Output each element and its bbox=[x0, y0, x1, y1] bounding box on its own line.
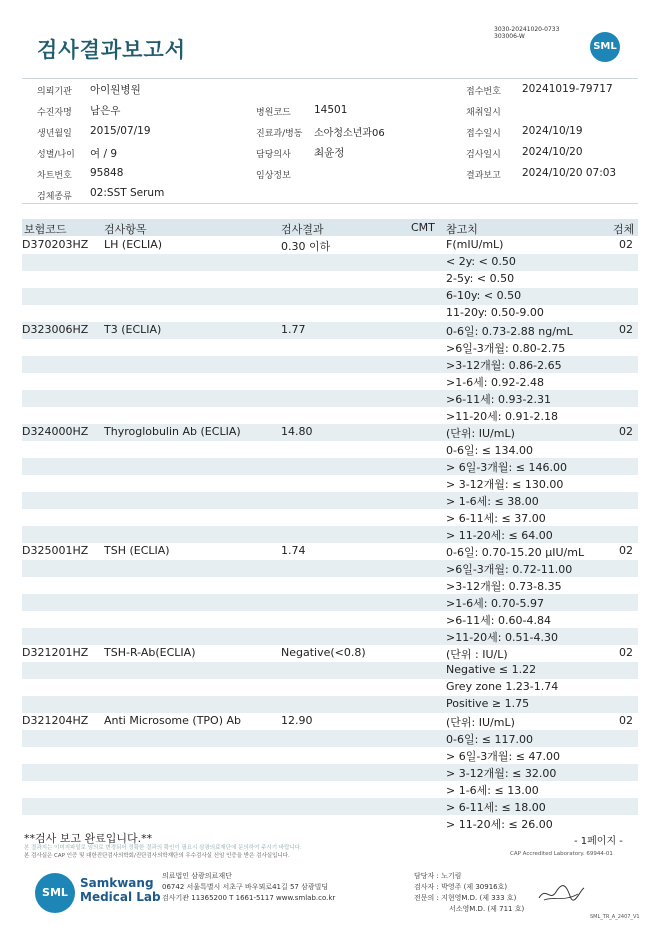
staff-info bbox=[414, 871, 524, 915]
test-code: D324000HZ bbox=[22, 425, 89, 438]
sex-age-label: 성별/나이 bbox=[37, 150, 75, 160]
reference-range: >1-6세: 0.70-5.97 bbox=[446, 597, 544, 610]
test-code: D321204HZ bbox=[22, 714, 89, 727]
reference-range: > 1-6세: ≤ 38.00 bbox=[446, 495, 539, 508]
dob-value: 2015/07/19 bbox=[90, 125, 151, 137]
footer-note-2: 본 검사실은 CAP 인증 및 대한진단검사의학회/진단검사의학재단의 우수검사실 신임 인증을 받은 검사실입니다. bbox=[24, 853, 290, 859]
reference-range: Negative ≤ 1.22 bbox=[446, 663, 537, 676]
reference-range: > 3-12개월: ≤ 32.00 bbox=[446, 767, 557, 780]
test-code: D325001HZ bbox=[22, 544, 89, 557]
reference-range: > 6일-3개월: ≤ 146.00 bbox=[446, 461, 567, 474]
header-rule-bottom bbox=[22, 203, 638, 204]
specimen-code: 02 bbox=[619, 323, 633, 336]
test-name: TSH (ECLIA) bbox=[104, 544, 170, 557]
signature-icon bbox=[536, 880, 586, 906]
reference-range: >1-6세: 0.92-2.48 bbox=[446, 376, 544, 389]
staff-4: 서소영M.D. (제 711 호) bbox=[449, 905, 525, 913]
report-complete: **검사 보고 완료입니다.** bbox=[24, 832, 153, 845]
row-stripe bbox=[22, 492, 638, 509]
reference-range: >6일-3개월: 0.80-2.75 bbox=[446, 342, 566, 355]
col-spec: 검체 bbox=[613, 223, 635, 236]
receipt-no-label: 접수번호 bbox=[466, 87, 501, 97]
reference-range: 0-6일: 0.73-2.88 ng/mL bbox=[446, 325, 573, 338]
company-name-1: Samkwang bbox=[80, 876, 154, 890]
row-stripe bbox=[22, 254, 638, 271]
reference-range: > 6-11세: ≤ 37.00 bbox=[446, 512, 546, 525]
staff-2: 박영주 (제 30916호) bbox=[441, 883, 508, 891]
col-cmt: CMT bbox=[411, 221, 435, 234]
staff-1: 노기림 bbox=[441, 872, 462, 880]
col-ref: 참고치 bbox=[446, 223, 478, 236]
results-table-header bbox=[22, 219, 638, 236]
report-title: 검사결과보고서 bbox=[37, 38, 187, 62]
collect-label: 채취일시 bbox=[466, 108, 501, 118]
document-id-1: 3030-20241020-0733 bbox=[494, 26, 560, 33]
reported-label: 결과보고 bbox=[466, 171, 501, 181]
test-result: 14.80 bbox=[281, 425, 313, 438]
test-result: Negative(<0.8) bbox=[281, 646, 366, 659]
test-result: 0.30 이하 bbox=[281, 240, 331, 253]
reference-range: >6일-3개월: 0.72-11.00 bbox=[446, 563, 573, 576]
reference-range: (단위: IU/mL) bbox=[446, 427, 515, 440]
reference-range: > 6-11세: ≤ 18.00 bbox=[446, 801, 546, 814]
test-result: 12.90 bbox=[281, 714, 313, 727]
page-number: - 1페이지 - bbox=[574, 836, 623, 847]
test-name: TSH-R-Ab(ECLIA) bbox=[104, 646, 196, 659]
row-stripe bbox=[22, 730, 638, 747]
hosp-code-value: 14501 bbox=[314, 104, 348, 116]
specimen-code: 02 bbox=[619, 714, 633, 727]
document-id-2: 303006-W bbox=[494, 33, 525, 40]
reference-range: > 11-20세: ≤ 64.00 bbox=[446, 529, 553, 542]
org-label: 의뢰기관 bbox=[37, 87, 72, 97]
org-name: 의료법인 삼광의료재단 bbox=[162, 872, 232, 880]
org-address: 06742 서울특별시 서초구 바우뫼로41길 57 삼광빌딩 bbox=[162, 883, 329, 891]
reference-range: >3-12개월: 0.73-8.35 bbox=[446, 580, 562, 593]
dept-value: 소아청소년과06 bbox=[314, 128, 385, 139]
dob-label: 생년월일 bbox=[37, 129, 72, 139]
col-item: 검사항목 bbox=[104, 223, 147, 236]
reference-range: 6-10y: < 0.50 bbox=[446, 289, 522, 302]
test-result: 1.74 bbox=[281, 544, 306, 557]
test-name: Thyroglobulin Ab (ECLIA) bbox=[104, 425, 241, 438]
dept-label: 진료과/병동 bbox=[256, 129, 303, 139]
reference-range: > 3-12개월: ≤ 130.00 bbox=[446, 478, 564, 491]
tested-value: 2024/10/20 bbox=[522, 146, 583, 158]
company-name-2: Medical Lab bbox=[80, 890, 161, 904]
reference-range: (단위: IU/mL) bbox=[446, 716, 515, 729]
test-name: LH (ECLIA) bbox=[104, 238, 163, 251]
receipt-no-value: 20241019-79717 bbox=[522, 83, 613, 95]
test-result: 1.77 bbox=[281, 323, 306, 336]
hosp-code-label: 병원코드 bbox=[256, 108, 291, 118]
company-name bbox=[80, 876, 161, 904]
doctor-value: 최윤정 bbox=[314, 147, 345, 159]
sex-age-value: 여 / 9 bbox=[90, 148, 118, 160]
received-label: 접수일시 bbox=[466, 129, 501, 139]
reference-range: >11-20세: 0.91-2.18 bbox=[446, 410, 558, 423]
staff-3: 지현영M.D. (제 333 호) bbox=[441, 894, 517, 902]
staff-label-1: 담당자 : bbox=[414, 872, 439, 880]
reported-value: 2024/10/20 07:03 bbox=[522, 167, 617, 179]
reference-range: (단위 : IU/L) bbox=[446, 648, 508, 661]
patient-label: 수진자명 bbox=[37, 108, 72, 118]
specimen-code: 02 bbox=[619, 544, 633, 557]
reference-range: Positive ≥ 1.75 bbox=[446, 697, 530, 710]
sml-logo-icon: SML bbox=[590, 32, 620, 62]
specimen-label: 검체종류 bbox=[37, 192, 72, 202]
reference-range: F(mIU/mL) bbox=[446, 238, 504, 251]
staff-label-2: 검사자 : bbox=[414, 883, 439, 891]
doctor-label: 담당의사 bbox=[256, 150, 291, 160]
reference-range: < 2y: < 0.50 bbox=[446, 255, 516, 268]
specimen-code: 02 bbox=[619, 238, 633, 251]
footer-note-1: 본 결과지는 이미지파일로 임의로 변경되어 정확한 결과의 확인이 필요시 삼광의료재단에 문의하여 주시기 바랍니다. bbox=[24, 845, 302, 851]
row-stripe bbox=[22, 288, 638, 305]
staff-label-3: 전문의 : bbox=[414, 894, 439, 902]
col-code: 보험코드 bbox=[24, 223, 67, 236]
sml-logo-icon-bottom: SML bbox=[35, 873, 75, 913]
reference-range: >3-12개월: 0.86-2.65 bbox=[446, 359, 562, 372]
specimen-value: 02:SST Serum bbox=[90, 187, 165, 199]
reference-range: Grey zone 1.23-1.74 bbox=[446, 680, 559, 693]
reference-range: 11-20y: 0.50-9.00 bbox=[446, 306, 544, 319]
patient-value: 남은우 bbox=[90, 105, 121, 117]
test-code: D370203HZ bbox=[22, 238, 89, 251]
org-info bbox=[162, 871, 335, 904]
test-name: Anti Microsome (TPO) Ab bbox=[104, 714, 242, 727]
test-name: T3 (ECLIA) bbox=[104, 323, 162, 336]
document-id bbox=[494, 26, 559, 40]
cap-accreditation: CAP Accredited Laboratory. 69944-01 bbox=[510, 851, 613, 857]
reference-range: > 6일-3개월: ≤ 47.00 bbox=[446, 750, 560, 763]
row-stripe bbox=[22, 662, 638, 679]
header-rule-top bbox=[22, 78, 638, 79]
chart-value: 95848 bbox=[90, 167, 124, 179]
specimen-code: 02 bbox=[619, 425, 633, 438]
col-result: 검사결과 bbox=[281, 223, 324, 236]
org-contact: 검사기관 11365200 T 1661-5117 www.smlab.co.kr bbox=[162, 894, 336, 902]
specimen-code: 02 bbox=[619, 646, 633, 659]
reference-range: >11-20세: 0.51-4.30 bbox=[446, 631, 558, 644]
received-value: 2024/10/19 bbox=[522, 125, 583, 137]
reference-range: 0-6일: 0.70-15.20 µIU/mL bbox=[446, 546, 585, 559]
chart-label: 차트번호 bbox=[37, 171, 72, 181]
reference-range: >6-11세: 0.60-4.84 bbox=[446, 614, 551, 627]
row-stripe bbox=[22, 594, 638, 611]
reference-range: >6-11세: 0.93-2.31 bbox=[446, 393, 551, 406]
org-value: 아이원병원 bbox=[90, 84, 141, 96]
reference-range: 0-6일: ≤ 117.00 bbox=[446, 733, 533, 746]
test-code: D321201HZ bbox=[22, 646, 89, 659]
tested-label: 검사일시 bbox=[466, 150, 501, 160]
test-code: D323006HZ bbox=[22, 323, 89, 336]
reference-range: 0-6일: ≤ 134.00 bbox=[446, 444, 533, 457]
clinical-label: 임상정보 bbox=[256, 171, 291, 181]
reference-range: 2-5y: < 0.50 bbox=[446, 272, 515, 285]
form-code: SML_TR_A_2407_V1 bbox=[590, 914, 640, 920]
reference-range: > 11-20세: ≤ 26.00 bbox=[446, 818, 553, 831]
reference-range: > 1-6세: ≤ 13.00 bbox=[446, 784, 539, 797]
row-stripe bbox=[22, 696, 638, 713]
